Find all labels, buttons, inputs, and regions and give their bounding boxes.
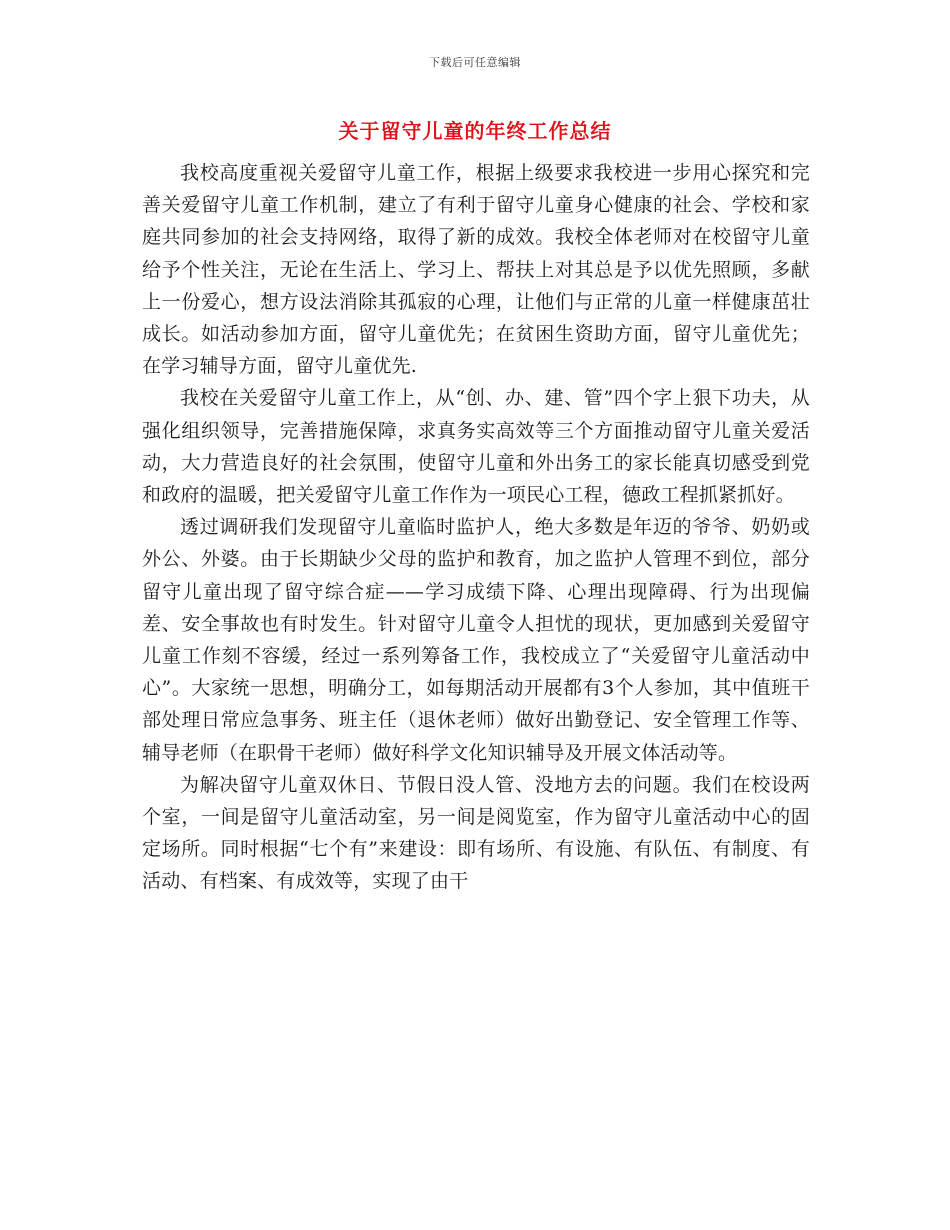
paragraph: 我校在关爱留守儿童工作上，从“创、办、建、管”四个字上狠下功夫，从强化组织领导，完善措施保障，求真务实高效等三个方面推动留守儿童关爱活动，大力营造良好的社会氛围，使留守儿童和外出务工的家长能真切感受到党和政府的温暖，把关爱留守儿童工作作为一项民心工程，德政工程抓紧抓好。 — [142, 387, 810, 507]
paragraph: 透过调研我们发现留守儿童临时监护人，绝大多数是年迈的爷爷、奶奶或外公、外婆。由于长期缺少父母的监护和教育，加之监护人管理不到位，部分留守儿童出现了留守综合症——学习成绩下降、心理出现障碍、行为出现偏差、安全事故也有时发生。针对留守儿童令人担忧的现状，更加感到关爱留守儿童工作刻不容缓，经过一系列筹备工作，我校成立了“关爱留守儿童活动中心”。大家统一思想，明确分工，如每期活动开展都有3个人参加，其中值班干部处理日常应急事务、班主任（退休老师）做好出勤登记、安全管理工作等、辅导老师（在职骨干老师）做好科学文化知识辅导及开展文体活动等。 — [142, 516, 810, 764]
paragraph: 我校高度重视关爱留守儿童工作，根据上级要求我校进一步用心探究和完善关爱留守儿童工作机制，建立了有利于留守儿童身心健康的社会、学校和家庭共同参加的社会支持网络，取得了新的成效。我校全体老师对在校留守儿童给予个性关注，无论在生活上、学习上、帮扶上对其总是予以优先照顾，多献上一份爱心，想方设法消除其孤寂的心理，让他们与正常的儿童一样健康茁壮成长。如活动参加方面，留守儿童优先；在贫困生资助方面，留守儿童优先；在学习辅导方面，留守儿童优先. — [142, 162, 810, 378]
paragraph: 为解决留守儿童双休日、节假日没人管、没地方去的问题。我们在校设两个室，一间是留守儿童活动室，另一间是阅览室，作为留守儿童活动中心的固定场所。同时根据“七个有”来建设：即有场所、有设施、有队伍、有制度、有活动、有档案、有成效等，实现了由干 — [142, 773, 810, 893]
document-title: 关于留守儿童的年终工作总结 — [338, 119, 612, 143]
document-body — [142, 157, 810, 898]
header-note: 下载后可任意编辑 — [429, 56, 521, 69]
